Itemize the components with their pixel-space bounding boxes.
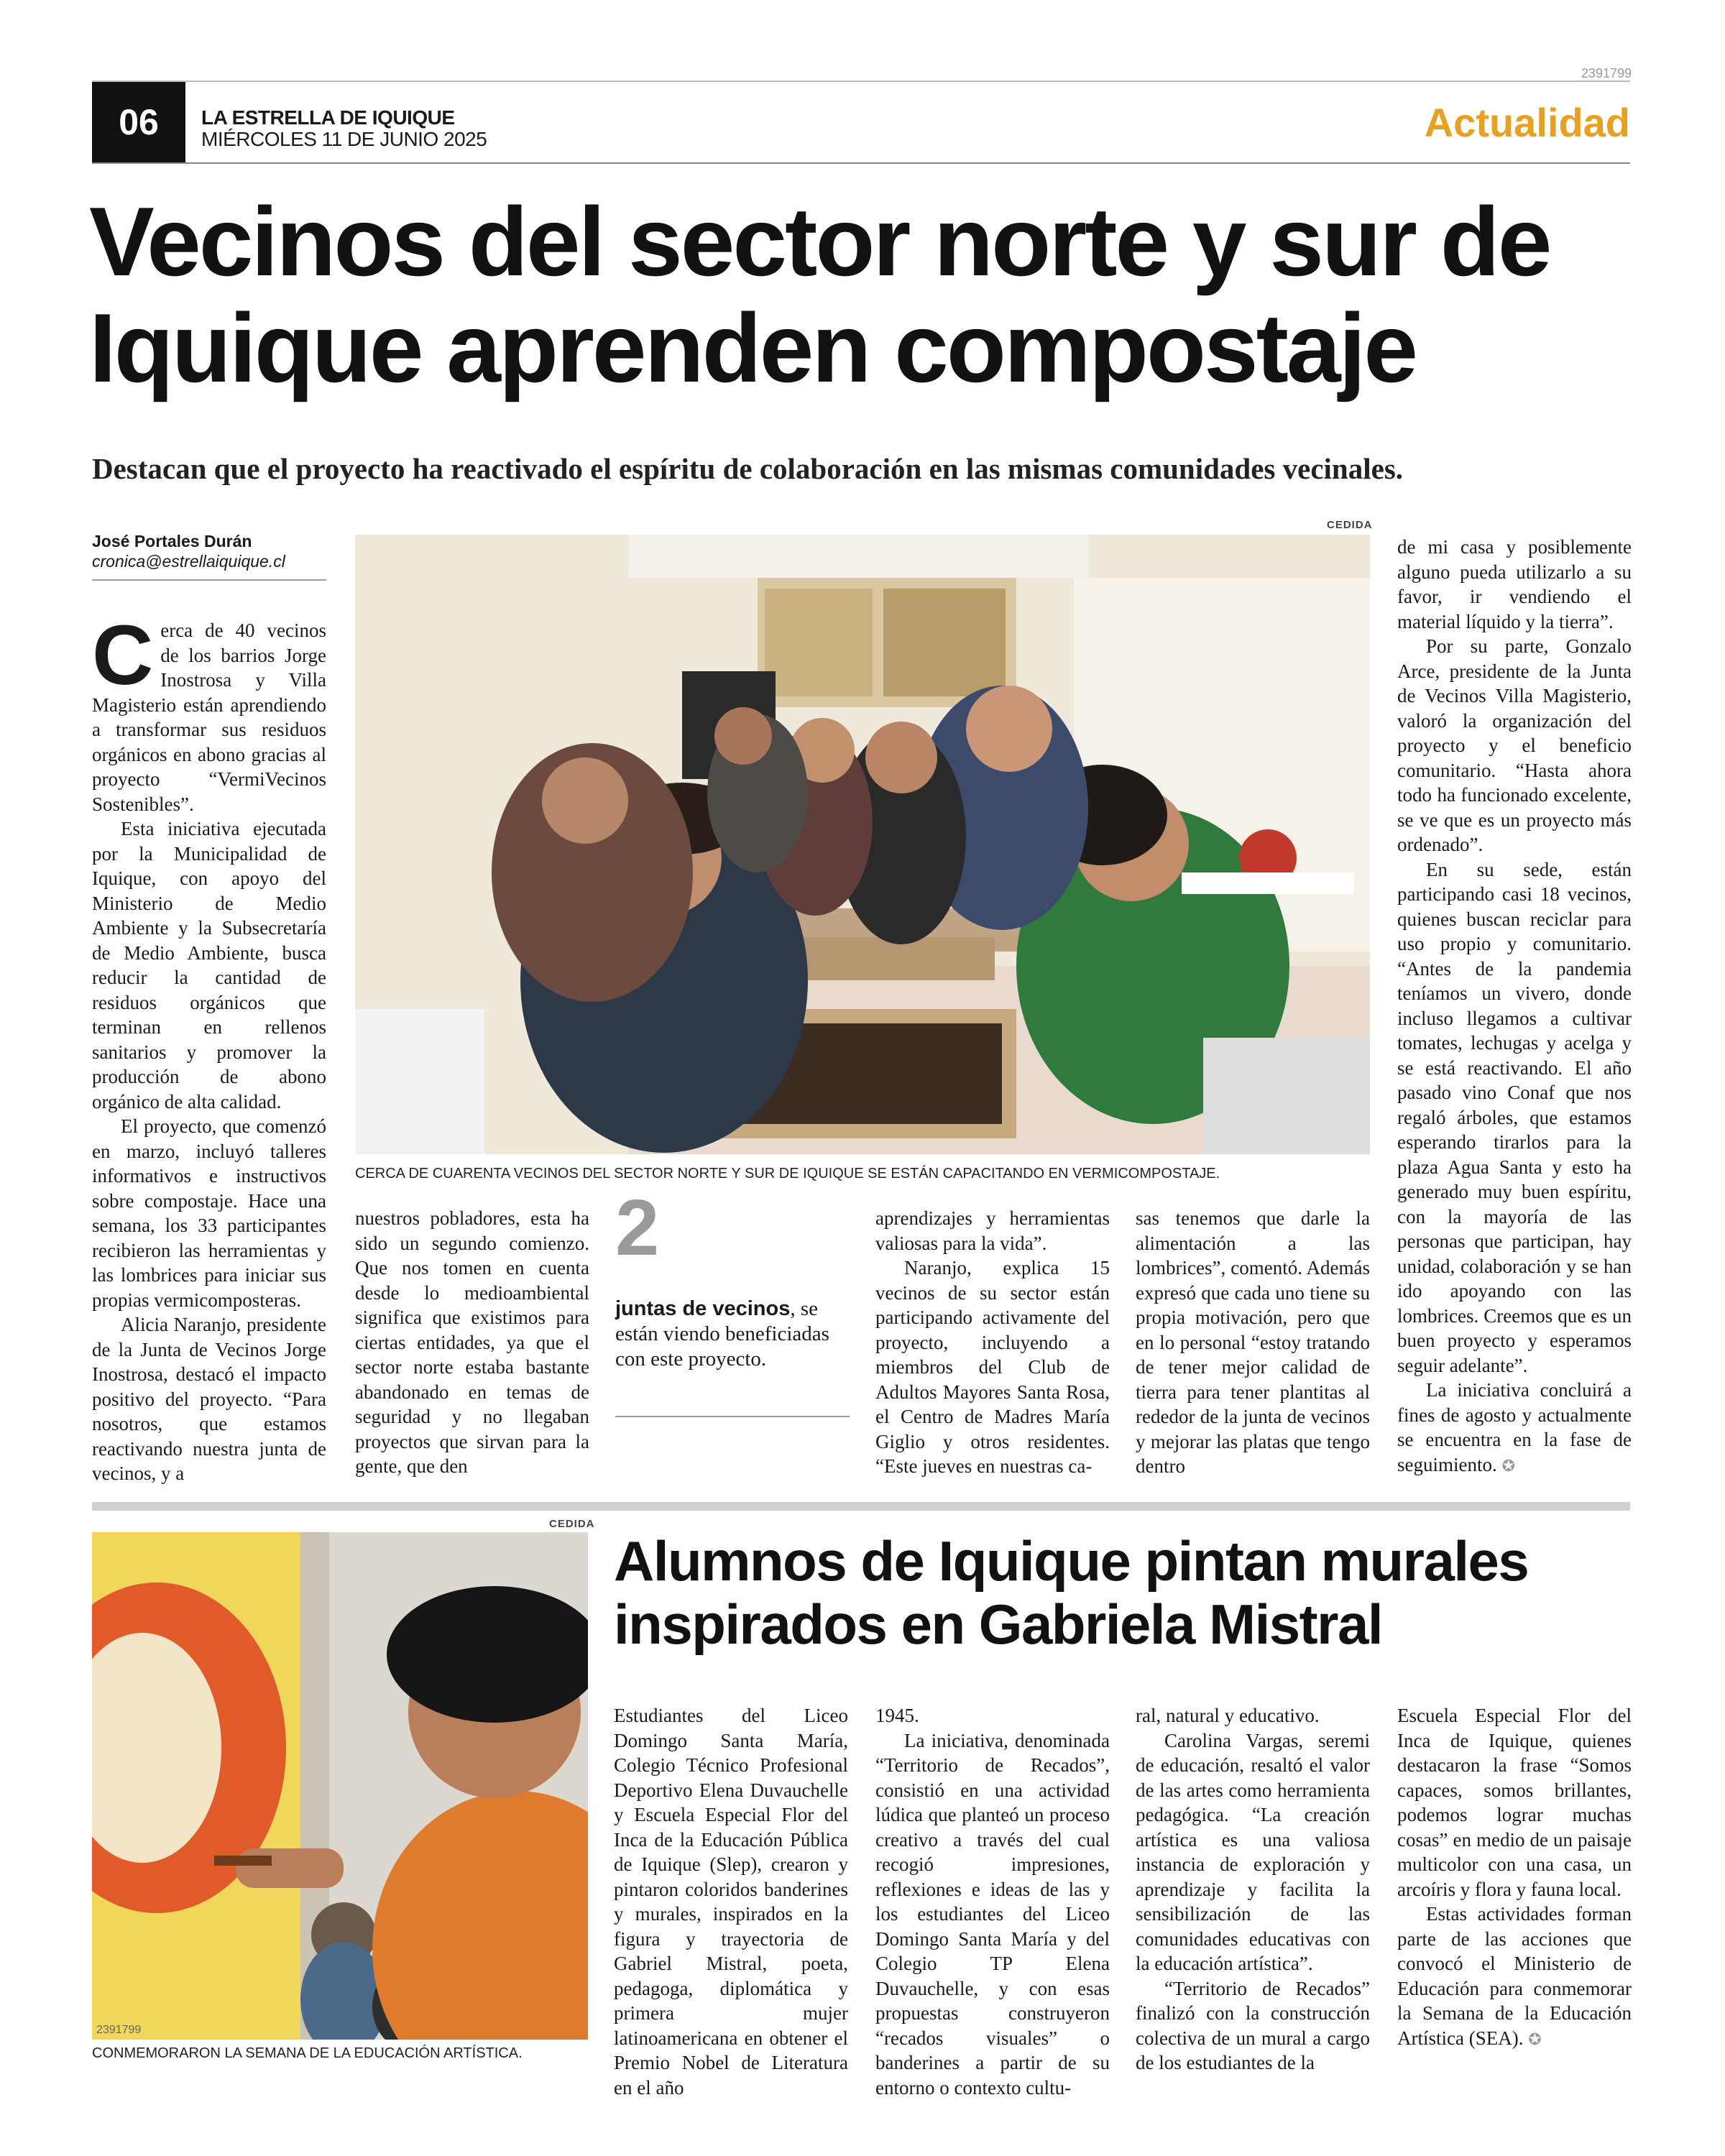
main-col5-p4: La iniciativa concluirá a fines de agosto y actualmente se encuentra en la fase de seguimiento. ✪ bbox=[1397, 1379, 1632, 1475]
factbox-rule bbox=[615, 1416, 850, 1417]
second-col4-p1: Escuela Especial Flor del Inca de Iquique, quienes destacaron la frase “Somos capaces, somos brillantes, podemos lograr muchas cosas” en medio de un paisaje multicolor con una casa, un arcoíris y flora y fauna local. bbox=[1397, 1705, 1632, 1900]
main-subtitle: Destacan que el proyecto ha reactivado el espíritu de colaboración en las mismas comunidades vecinales. bbox=[92, 452, 1404, 485]
second-column-2 bbox=[875, 1703, 1110, 2100]
mural-painting-illustration bbox=[92, 1532, 588, 2040]
main-col4-p1: sas tenemos que darle la alimentación a las lombrices”, comentó. Además expresó que cada uno tiene su propia motivación, pero que en lo personal “estoy tratando de tener mejor calidad de tierra para tener plantitas al rededor de la junta de vecinos y mejorar las platas que tengo dentro bbox=[1136, 1207, 1370, 1477]
header-top-rule bbox=[92, 80, 1630, 82]
second-col4-p2: Estas actividades forman parte de las acciones que convocó el Ministerio de Educación para conmemorar la Semana de la Educación Artística (SEA). ✪ bbox=[1397, 1903, 1632, 2049]
factbox-bold: juntas de vecinos bbox=[615, 1297, 791, 1320]
main-photo-caption: CERCA DE CUARENTA VECINOS DEL SECTOR NORTE Y SUR DE IQUIQUE SE ESTÁN CAPACITANDO EN VERMICOMPOSTAJE. bbox=[355, 1166, 1220, 1181]
main-headline-line2: Iquique aprenden compostaje bbox=[89, 293, 1416, 402]
main-col1-p4: Alicia Naranjo, presidente de la Junta de Vecinos Jorge Inostrosa, destacó el impacto positivo del proyecto. “Para nosotros, que estamos reactivando nuestra junta de vecinos, y a bbox=[92, 1314, 326, 1484]
mural-painting-photo bbox=[92, 1532, 588, 2040]
second-col2-p1: 1945. bbox=[875, 1705, 919, 1726]
main-col3-p2: Naranjo, explica 15 vecinos de su sector están participando activamente del proyecto, incluyendo a miembros del Club de Adultos Mayores Santa Rosa, el Centro de Madres María Giglio y otros residentes. “Este jueves en nuestras ca- bbox=[875, 1257, 1110, 1477]
factbox-text bbox=[615, 1296, 850, 1372]
second-photo-caption: CONMEMORARON LA SEMANA DE LA EDUCACIÓN ARTÍSTICA. bbox=[92, 2045, 523, 2061]
section-label: Actualidad bbox=[1424, 100, 1630, 145]
main-photo-credit: CEDIDA bbox=[1327, 519, 1373, 531]
main-column-5 bbox=[1397, 535, 1632, 1478]
second-col3-p3: “Territorio de Recados” finalizó con la construcción colectiva de un mural a cargo de los estudiantes de la bbox=[1136, 1977, 1370, 2073]
main-column-3 bbox=[875, 1206, 1110, 1479]
header-bottom-rule bbox=[92, 162, 1630, 164]
main-col5-p2: Por su parte, Gonzalo Arce, presidente de la Junta de Vecinos Villa Magisterio, valoró la organización del proyecto y el beneficio comunitario. “Hasta ahora todo ha funcionado excelente, se ve que es un proyecto más ordenado”. bbox=[1397, 635, 1632, 855]
second-col3-p2: Carolina Vargas, seremi de educación, resaltó el valor de las artes como herramienta pedagógica. “La creación artística es una valiosa instancia de exploración y aprendizaje y facilita la sensibilización de las comunidades educativas con la educación artística”. bbox=[1136, 1729, 1370, 1974]
main-col5-p1: de mi casa y posiblemente alguno pueda utilizarlo a su favor, ir vendiendo el material líquido y la tierra”. bbox=[1397, 536, 1632, 632]
second-headline bbox=[614, 1529, 1634, 1656]
main-col5-p3: En su sede, están participando casi 18 vecinos, quienes buscan reciclar para uso propio y comunitario. “Antes de la pandemia teníamos un vivero, donde incluso llegamos a cultivar tomates, lechugas y acelga y se está reactivando. El año pasado vino Conaf que nos regaló árboles, que estamos esperando tirarlos para la plaza Agua Santa y esto ha generado muy buen espíritu, con la mayoría de las personas que participan, hay unidad, colaboración y se han ido apoyando con las lombrices. Creemos que es un buen proyecto y esperamos seguir adelante”. bbox=[1397, 858, 1632, 1376]
story-divider bbox=[92, 1502, 1630, 1511]
main-column-4 bbox=[1136, 1206, 1370, 1479]
drop-cap: C bbox=[92, 608, 154, 703]
factbox-body: , se están viendo beneficiadas con este proyecto. bbox=[615, 1297, 829, 1370]
main-col3-p1: aprendizajes y herramientas valiosas para la vida”. bbox=[875, 1207, 1110, 1254]
main-col1-p1: erca de 40 vecinos de los barrios Jorge Inostrosa y Villa Magisterio están aprendiendo a transformar sus residuos orgánicos en abono gracias al proyecto “VermiVecinos Sostenibles”. bbox=[92, 619, 326, 815]
second-column-4 bbox=[1397, 1703, 1632, 2052]
second-col3-p1: ral, natural y educativo. bbox=[1136, 1705, 1320, 1726]
paper-name: LA ESTRELLA DE IQUIQUE bbox=[201, 106, 455, 129]
mural-photo-code: 2391799 bbox=[96, 2024, 142, 2036]
compost-workshop-illustration bbox=[355, 535, 1370, 1154]
main-column-2 bbox=[355, 1206, 589, 1479]
issue-date: MIÉRCOLES 11 DE JUNIO 2025 bbox=[201, 128, 487, 150]
second-photo-credit: CEDIDA bbox=[549, 1518, 595, 1530]
main-col2-p1: nuestros pobladores, esta ha sido un segundo comienzo. Que nos tomen en cuenta desde lo medioambiental significa que existimos para ciertas entidades, ya que el sector norte estaba bastante abandonado en temas de seguridad y no llegaban proyectos que sirvan para la gente, que den bbox=[355, 1207, 589, 1477]
main-headline bbox=[89, 188, 1642, 401]
second-headline-line2: inspirados en Gabriela Mistral bbox=[614, 1593, 1383, 1656]
second-headline-line1: Alumnos de Iquique pintan murales bbox=[614, 1529, 1529, 1593]
page-code: 2391799 bbox=[1581, 66, 1632, 80]
second-col1-p1: Estudiantes del Liceo Domingo Santa María, Colegio Técnico Profesional Deportivo Elena Duvauchelle y Escuela Especial Flor del Inca de la Educación Pública de Iquique (Slep), crearon y pintaron coloridos banderines y murales, inspirados en la figura y trayectoria de Gabriel Mistral, poeta, pedagoga, diplomática y primera mujer latinoamericana en obtener el Premio Nobel de Literatura en el año bbox=[614, 1705, 848, 2099]
byline-rule bbox=[92, 579, 326, 581]
end-mark-icon: ✪ bbox=[1501, 1456, 1515, 1475]
main-col1-p3: El proyecto, que comenzó en marzo, incluyó talleres informativos e instructivos sobre compostaje. Hace una semana, los 33 participantes recibieron las herramientas y las lombrices para iniciar sus propias vermicomposteras. bbox=[92, 1115, 326, 1311]
compost-workshop-photo bbox=[355, 535, 1370, 1154]
second-column-1 bbox=[614, 1703, 848, 2100]
page-number-box bbox=[92, 82, 185, 162]
second-column-3 bbox=[1136, 1703, 1370, 2076]
author-name: José Portales Durán bbox=[92, 532, 252, 550]
second-col2-p2: La iniciativa, denominada “Territorio de Recados”, consistió en una actividad lúdica que planteó un proceso creativo a través del cual recogió impresiones, reflexiones e ideas de las y los estudiantes del Liceo Domingo Santa María y del Colegio TP Elena Duvauchelle, y con esas propuestas construyeron “recados visuales” o banderines a partir de su entorno o contexto cultu- bbox=[875, 1729, 1110, 2099]
main-column-1 bbox=[92, 608, 326, 1486]
second-end-mark-icon: ✪ bbox=[1528, 2030, 1542, 2048]
main-col1-p2: Esta iniciativa ejecutada por la Municipalidad de Iquique, con apoyo del Ministerio de Medio Ambiente y la Subsecretaría de Medio Ambiente, busca reducir la cantidad de residuos orgánicos que terminan en rellenos sanitarios y promover la producción de abono orgánico de alta calidad. bbox=[92, 818, 326, 1112]
main-headline-line1: Vecinos del sector norte y sur de bbox=[89, 187, 1550, 296]
factbox-number: 2 bbox=[615, 1184, 660, 1272]
page-number: 06 bbox=[119, 102, 159, 142]
author-email: cronica@estrellaiquique.cl bbox=[92, 552, 285, 571]
